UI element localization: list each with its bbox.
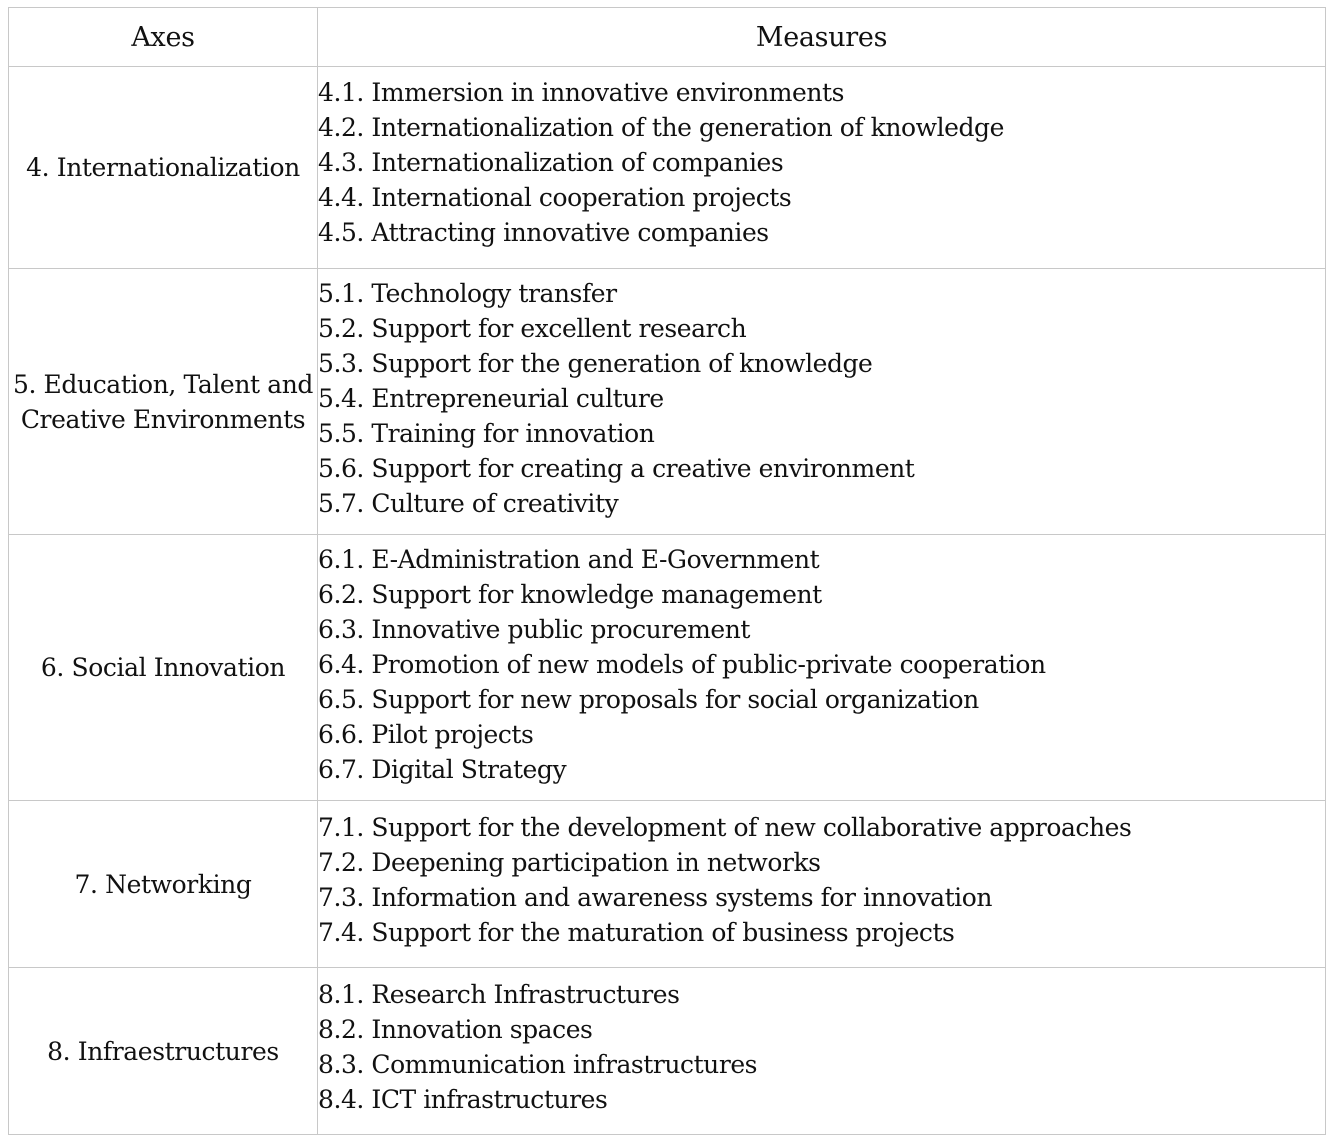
measure-item: 8.3. Communication infrastructures [318, 1050, 758, 1079]
measures-cell [318, 801, 1326, 968]
table-row [9, 535, 1326, 801]
measures-cell [318, 67, 1326, 269]
measure-item: 5.3. Support for the generation of knowledge [318, 349, 873, 378]
measure-list [318, 810, 1325, 950]
measure-item: 5.2. Support for excellent research [318, 314, 747, 343]
measure-item: 7.4. Support for the maturation of business projects [318, 918, 955, 947]
measure-item: 4.3. Internationalization of companies [318, 148, 784, 177]
header-axes: Axes [9, 8, 318, 67]
measures-cell [318, 535, 1326, 801]
measure-item: 5.5. Training for innovation [318, 419, 655, 448]
measure-item: 4.2. Internationalization of the generation of knowledge [318, 113, 1004, 142]
measure-item: 6.4. Promotion of new models of public-private cooperation [318, 650, 1046, 679]
measure-list [318, 75, 1325, 250]
measure-item: 4.1. Immersion in innovative environments [318, 78, 844, 107]
measures-cell [318, 968, 1326, 1135]
measure-item: 5.4. Entrepreneurial culture [318, 384, 664, 413]
measure-item: 6.2. Support for knowledge management [318, 580, 822, 609]
measure-item: 4.5. Attracting innovative companies [318, 218, 769, 247]
header-measures: Measures [318, 8, 1326, 67]
measure-list [318, 542, 1325, 787]
axis-cell: 4. Internationalization [9, 67, 318, 269]
measure-list [318, 977, 1325, 1117]
measure-item: 7.3. Information and awareness systems for innovation [318, 883, 992, 912]
measure-item: 6.7. Digital Strategy [318, 755, 567, 784]
table-row [9, 968, 1326, 1135]
measure-item: 6.3. Innovative public procurement [318, 615, 750, 644]
axes-measures-table [8, 7, 1326, 1135]
measure-item: 4.4. International cooperation projects [318, 183, 792, 212]
measure-item: 6.5. Support for new proposals for social organization [318, 685, 979, 714]
axis-cell: 6. Social Innovation [9, 535, 318, 801]
table-row [9, 269, 1326, 535]
measure-item: 6.6. Pilot projects [318, 720, 534, 749]
axis-cell: 8. Infraestructures [9, 968, 318, 1135]
table-row [9, 67, 1326, 269]
table-row [9, 801, 1326, 968]
measure-item: 5.6. Support for creating a creative environment [318, 454, 915, 483]
measures-cell [318, 269, 1326, 535]
measure-list [318, 276, 1325, 521]
measure-item: 7.1. Support for the development of new collaborative approaches [318, 813, 1132, 842]
measure-item: 8.2. Innovation spaces [318, 1015, 593, 1044]
measure-item: 5.7. Culture of creativity [318, 489, 619, 518]
measure-item: 6.1. E-Administration and E-Government [318, 545, 820, 574]
measure-item: 8.1. Research Infrastructures [318, 980, 680, 1009]
axis-cell: 7. Networking [9, 801, 318, 968]
measure-item: 8.4. ICT infrastructures [318, 1085, 608, 1114]
measure-item: 7.2. Deepening participation in networks [318, 848, 821, 877]
axis-cell: 5. Education, Talent and Creative Environments [9, 269, 318, 535]
measure-item: 5.1. Technology transfer [318, 279, 617, 308]
header-row [9, 8, 1326, 67]
